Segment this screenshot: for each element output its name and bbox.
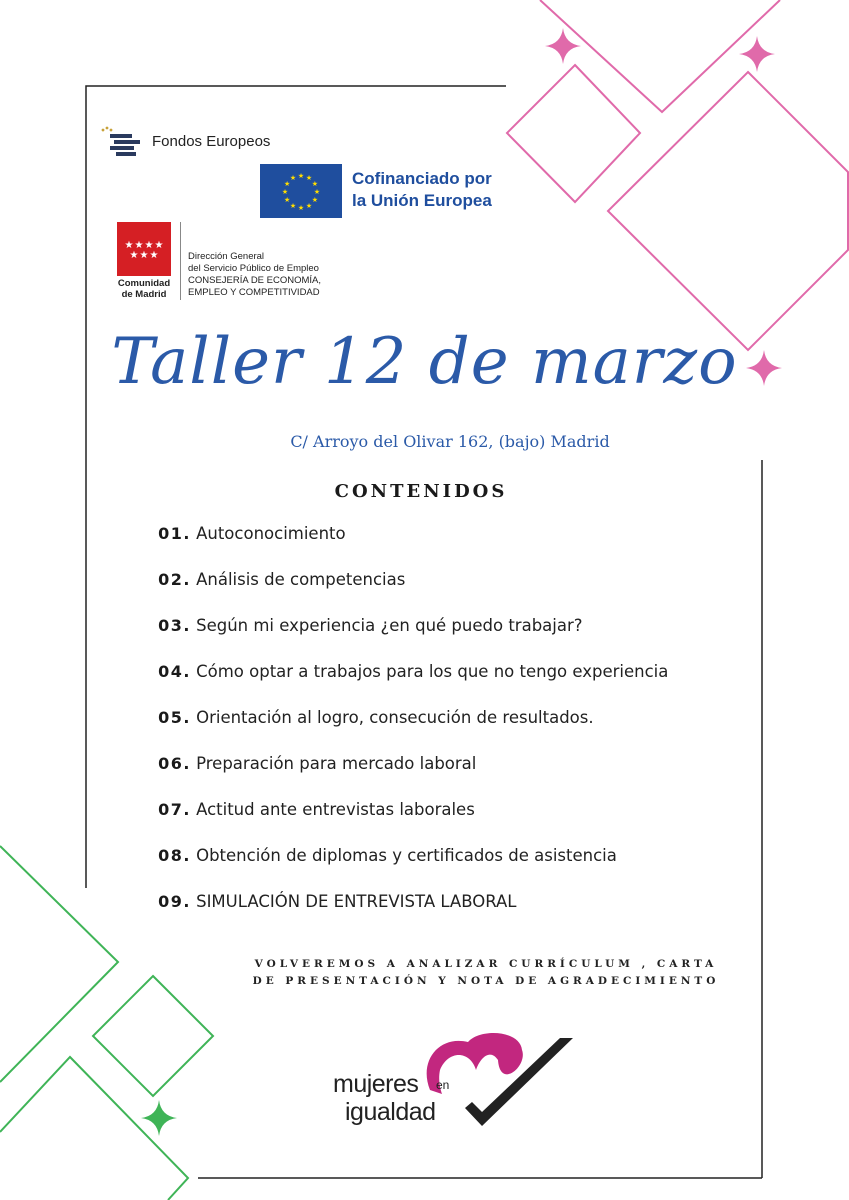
list-item [145, 662, 668, 688]
comunidad-madrid-name [110, 278, 178, 300]
eu-star-icon: ★ [305, 174, 313, 183]
list-item [145, 846, 617, 872]
item-text: Actitud ante entrevistas laborales [196, 800, 475, 819]
item-text: Autoconocimiento [196, 524, 346, 543]
section-heading: CONTENIDOS [334, 481, 508, 502]
page-title: Taller 12 de marzo [111, 325, 738, 399]
list-item [145, 708, 594, 734]
cm-dir-line-4: EMPLEO Y COMPETITIVIDAD [188, 287, 320, 298]
brand-word-en: en [436, 1078, 450, 1092]
cm-name-line-1: Comunidad [117, 278, 171, 289]
eu-star-icon: ★ [289, 174, 297, 183]
note-line-2: DE PRESENTACIÓN Y NOTA DE AGRADECIMIENTO [252, 975, 720, 987]
madrid-department-label [188, 251, 321, 299]
eu-star-icon: ★ [283, 196, 291, 204]
eu-star-icon: ★ [289, 201, 297, 210]
eu-star-icon: ★ [305, 201, 313, 210]
item-number: 04. [158, 662, 191, 681]
divider [180, 222, 181, 300]
eu-line-2: la Unión Europea [352, 191, 492, 210]
eu-star-icon: ★ [311, 180, 319, 188]
item-number: 07. [158, 800, 191, 819]
item-number: 02. [158, 570, 191, 589]
event-address: C/ Arroyo del Olivar 162, (bajo) Madrid [290, 432, 610, 451]
list-item [145, 570, 405, 596]
sparkle-icon [141, 1100, 177, 1136]
cm-name-line-2: de Madrid [121, 289, 167, 300]
svg-text:★: ★ [149, 250, 159, 261]
eu-line-1: Cofinanciado por [352, 169, 492, 188]
svg-text:★: ★ [129, 250, 139, 261]
item-number: 01. [158, 524, 191, 543]
cm-dir-line-1: Dirección General [188, 251, 265, 262]
eu-star-icon: ★ [311, 196, 319, 204]
item-number: 08. [158, 846, 191, 865]
cm-dir-line-2: del Servicio Público de Empleo [188, 263, 319, 274]
svg-text:★: ★ [154, 240, 164, 251]
item-text: Cómo optar a trabajos para los que no tengo experiencia [196, 662, 669, 681]
item-number: 09. [158, 892, 191, 911]
fondos-europeos-logo-icon [100, 126, 150, 160]
eu-star-icon: ★ [297, 204, 305, 212]
fondos-europeos-label: Fondos Europeos [152, 133, 271, 150]
eu-star-icon: ★ [283, 180, 291, 188]
comunidad-madrid-logo-icon [117, 222, 171, 276]
closing-note [0, 956, 849, 990]
item-text: Obtención de diplomas y certificados de asistencia [196, 846, 617, 865]
list-item [145, 524, 346, 550]
brand-word-mujeres: mujeres [333, 1070, 419, 1098]
list-item [145, 616, 583, 642]
pink-diamonds [507, 0, 848, 350]
note-line-1: VOLVEREMOS A ANALIZAR CURRÍCULUM , CARTA [254, 958, 718, 970]
svg-text:★: ★ [124, 240, 134, 251]
item-text: Análisis de competencias [196, 570, 406, 589]
svg-text:★: ★ [144, 240, 154, 251]
eu-cofinancing-label [352, 168, 492, 212]
list-item [145, 892, 517, 918]
item-number: 06. [158, 754, 191, 773]
brand-word-igualdad: igualdad [345, 1098, 436, 1126]
svg-text:★: ★ [139, 250, 149, 261]
item-number: 03. [158, 616, 191, 635]
cm-dir-line-3: CONSEJERÍA DE ECONOMÍA, [188, 275, 322, 286]
item-text: SIMULACIÓN DE ENTREVISTA LABORAL [196, 892, 517, 911]
svg-text:★: ★ [134, 240, 144, 251]
eu-star-icon: ★ [297, 172, 305, 180]
item-text: Preparación para mercado laboral [196, 754, 477, 773]
list-item [145, 800, 475, 826]
eu-star-icon: ★ [281, 188, 289, 196]
item-text: Orientación al logro, consecución de resultados. [196, 708, 594, 727]
item-number: 05. [158, 708, 191, 727]
eu-flag-icon [260, 164, 342, 218]
item-text: Según mi experiencia ¿en qué puedo trabajar? [196, 616, 583, 635]
eu-star-icon: ★ [313, 188, 321, 196]
list-item [145, 754, 476, 780]
